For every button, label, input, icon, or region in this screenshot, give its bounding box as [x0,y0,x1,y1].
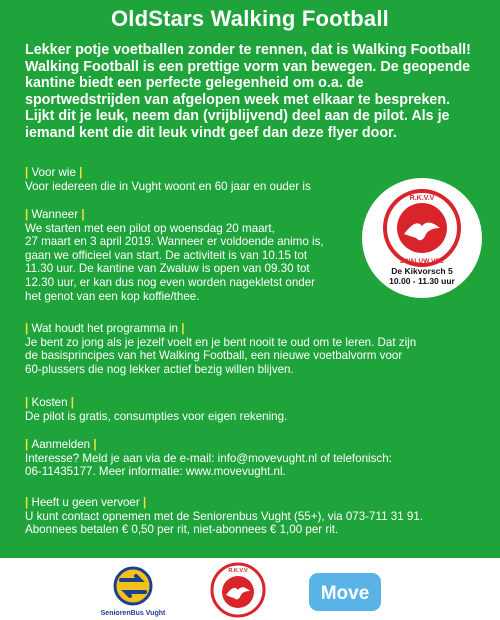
section-line: U kunt contact opnemen met de Seniorenbus Vught (55+), via 073-711 31 91. [25,509,423,523]
section-line: 60-plussers die nog lekker actief bezig willen blijven. [25,362,294,376]
footer-logos [0,558,500,620]
section-heading: Wanneer [31,208,79,221]
section-line: 06-11435177. Meer informatie: www.movevught.nl. [25,465,286,479]
section-line: 27 maart en 3 april 2019. Wanneer er voldoende animo is, [25,235,324,249]
flyer-title: OldStars Walking Football [111,6,389,31]
zwaluw-footer-label: R.K.V.V [228,568,248,574]
section-heading: Aanmelden [31,438,91,451]
location-badge [362,178,482,298]
section-heading: Heeft u geen vervoer [31,496,140,509]
badge-address-block [362,266,482,286]
section-line: Voor iedereen die in Vught woont en 60 jaar en ouder is [25,179,311,193]
club-name-bottom: ZWALUW VFC [399,258,445,265]
zwaluw-footer-logo [210,562,266,618]
section-heading: Kosten [31,396,68,409]
intro-text: Lekker potje voetballen zonder te rennen, dat is Walking Football! Walking Football is een prettige vorm van bewegen. De geopende kantine biedt een perfecte gelegenheid om o.a. de sportwedstrijden van afgelopen week met elkaar te bespreken. Lijkt dit je leuk, neem dan (vrijblijvend) deel aan de pilot. Als je iemand kent die dit leuk vindt geef dan deze flyer door. [25,42,471,141]
section-wanneer: | Wanneer | We starten met een pilot op woensdag 20 maart, 27 maart en 3 april 2019. Wanneer er voldoende animo is, gaan we officieel van start. De activiteit is van 10.15 tot 11.30 uur. De kantine van Zwaluw is open van 09.30 tot 12.30 uur, er kan dus nog even worden nagekletst onder het genot van een kop koffie/thee. [25,208,324,303]
seniorenbus-logo [88,564,178,618]
section-heading: Voor wie [31,166,76,179]
section-line: 11.30 uur. De kantine van Zwaluw is open van 09.30 tot [25,262,310,276]
heading-marker: | [25,166,32,179]
section-heading: Wat houdt het programma in [31,322,178,335]
badge-address: De Kikvorsch 5 [391,266,453,276]
section-vervoer: | Heeft u geen vervoer | U kunt contact opnemen met de Seniorenbus Vught (55+), via 073-711 31 91. Abonnees betalen € 0,50 per rit, niet-abonnees € 1,00 per rit. [25,496,423,537]
zwaluw-club-logo [382,188,462,268]
section-line: We starten met een pilot op woensdag 20 maart, [25,221,275,235]
move-label: Move [320,583,370,604]
section-aanmelden: | Aanmelden | Interesse? Meld je aan via de e-mail: info@movevught.nl of telefonisch: 06-11435177. Meer informatie: www.movevught.nl. [25,438,392,479]
section-line: het genot van een kop koffie/thee. [25,289,200,303]
section-line: Abonnees betalen € 0,50 per rit, niet-abonnees € 1,00 per rit. [25,523,339,537]
section-voor-wie: | Voor wie | Voor iedereen die in Vught woont en 60 jaar en ouder is [25,166,311,193]
section-programma: | Wat houdt het programma in | Je bent zo jong als je jezelf voelt en je bent nooit te oud om te leren. Dat zijn de basisprincipes van het Walking Football, een nieuwe voetbalvorm voor 60-plussers die nog lekker actief bezig willen blijven. [25,322,417,376]
section-line: Interesse? Meld je aan via de e-mail: info@movevught.nl of telefonisch: [25,451,392,465]
badge-time: 10.00 - 11.30 uur [389,276,455,286]
move-logo [308,572,382,612]
seniorenbus-label: SeniorenBus Vught [100,610,166,617]
section-line: De pilot is gratis, consumpties voor eigen rekening. [25,409,288,423]
section-line: 12.30 uur, er kan dus nog even worden nagekletst onder [25,275,316,289]
section-line: Je bent zo jong als je jezelf voelt en je bent nooit te oud om te leren. Dat zijn [25,335,417,349]
club-name-top: R.K.V.V [409,195,435,202]
section-line: gaan we officieel van start. De activiteit is van 10.15 tot [25,248,308,262]
section-kosten: | Kosten | De pilot is gratis, consumpties voor eigen rekening. [25,396,288,423]
section-line: de basisprincipes van het Walking Football, een nieuwe voetbalvorm voor [25,349,403,363]
